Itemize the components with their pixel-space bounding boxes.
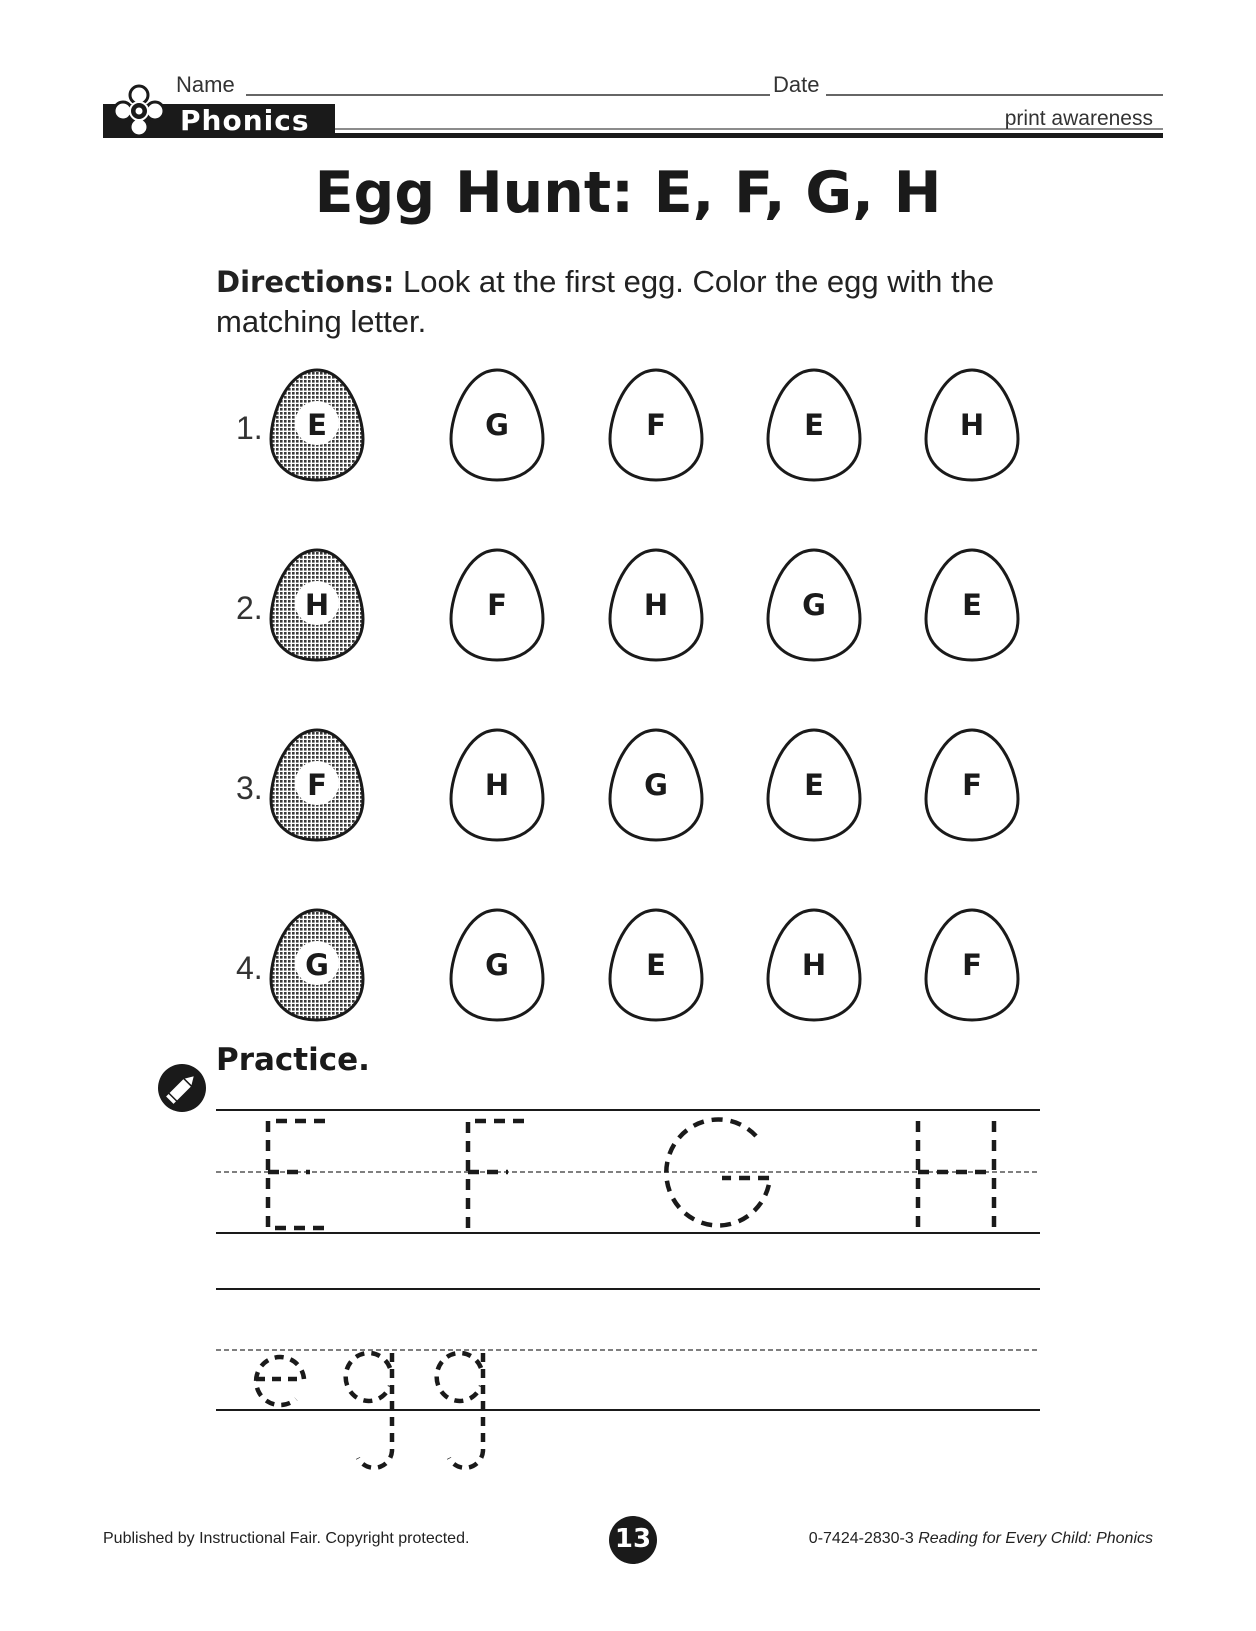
- choice-egg-3-2[interactable]: [610, 730, 702, 840]
- directions-lead: Directions:: [216, 265, 395, 299]
- choice-egg-3-4[interactable]: [926, 730, 1018, 840]
- egg-letter: H: [484, 768, 510, 802]
- choice-egg-1-2[interactable]: [610, 370, 702, 480]
- egg-letter: E: [804, 768, 824, 802]
- egg-letter: E: [646, 948, 666, 982]
- choice-egg-4-1[interactable]: [451, 910, 543, 1020]
- egg-grid: [271, 370, 1018, 1020]
- subject-label: Phonics: [180, 104, 310, 137]
- egg-letter: H: [959, 408, 985, 442]
- directions-text: Look at the first egg. Color the egg with the matching letter.: [216, 264, 995, 339]
- egg-letter: F: [962, 768, 982, 802]
- egg-letter: H: [801, 948, 827, 982]
- trace-letter-E[interactable]: [268, 1121, 325, 1228]
- book-title: Reading for Every Child: Phonics: [918, 1530, 1153, 1547]
- name-label: Name: [176, 72, 235, 97]
- row-number-3: 3.: [236, 770, 263, 806]
- row-number-4: 4.: [236, 950, 263, 986]
- topic-label: print awareness: [1004, 107, 1153, 130]
- page-number: 13: [614, 1524, 652, 1554]
- page-title: Egg Hunt: E, F, G, H: [314, 160, 942, 226]
- choice-egg-4-4[interactable]: [926, 910, 1018, 1020]
- pencil-icon: [158, 1064, 206, 1112]
- egg-letter: H: [304, 588, 330, 622]
- egg-letter: F: [487, 588, 507, 622]
- choice-egg-2-1[interactable]: [451, 550, 543, 660]
- egg-letter: F: [962, 948, 982, 982]
- directions: [216, 262, 1076, 342]
- target-egg-4: [271, 910, 363, 1020]
- egg-letter: H: [643, 588, 669, 622]
- row-number-1: 1.: [236, 410, 263, 446]
- egg-letter: G: [485, 408, 509, 442]
- choice-egg-1-1[interactable]: [451, 370, 543, 480]
- trace-letter-e[interactable]: [256, 1357, 304, 1405]
- egg-letter: G: [305, 948, 329, 982]
- choice-egg-4-2[interactable]: [610, 910, 702, 1020]
- publisher-credit: Published by Instructional Fair. Copyright protected.: [103, 1530, 470, 1547]
- egg-letter: F: [307, 768, 327, 802]
- egg-letter: E: [307, 408, 327, 442]
- choice-egg-1-3[interactable]: [768, 370, 860, 480]
- choice-egg-1-4[interactable]: [926, 370, 1018, 480]
- target-egg-2: [271, 550, 363, 660]
- choice-egg-3-3[interactable]: [768, 730, 860, 840]
- row-number-2: 2.: [236, 590, 263, 626]
- date-label: Date: [773, 72, 820, 97]
- egg-letter: E: [804, 408, 824, 442]
- egg-letter: E: [962, 588, 982, 622]
- egg-letter: G: [644, 768, 668, 802]
- trace-letter-H[interactable]: [918, 1121, 994, 1230]
- choice-egg-4-3[interactable]: [768, 910, 860, 1020]
- target-egg-3: [271, 730, 363, 840]
- choice-egg-3-1[interactable]: [451, 730, 543, 840]
- choice-egg-2-2[interactable]: [610, 550, 702, 660]
- egg-letter: G: [802, 588, 826, 622]
- choice-egg-2-4[interactable]: [926, 550, 1018, 660]
- book-info: [809, 1530, 1153, 1548]
- lowercase-writing-lines: [216, 1289, 1040, 1410]
- choice-egg-2-3[interactable]: [768, 550, 860, 660]
- target-egg-1: [271, 370, 363, 480]
- egg-letter: G: [485, 948, 509, 982]
- isbn: 0-7424-2830-3: [808, 1530, 914, 1547]
- trace-letter-F[interactable]: [468, 1121, 524, 1230]
- practice-heading: Practice.: [216, 1042, 370, 1078]
- egg-letter: F: [646, 408, 666, 442]
